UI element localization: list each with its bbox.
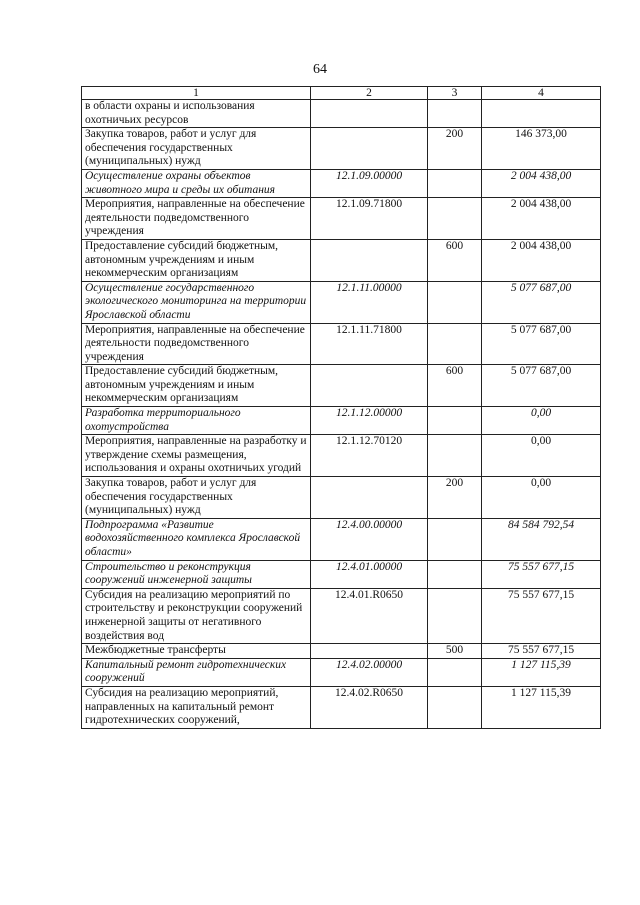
row-amount-cell: 5 077 687,00 <box>482 365 601 407</box>
row-type-cell <box>428 100 482 128</box>
header-cell: 3 <box>428 87 482 100</box>
row-amount-cell: 75 557 677,15 <box>482 644 601 659</box>
row-amount-cell: 5 077 687,00 <box>482 281 601 323</box>
table-row <box>82 128 601 170</box>
row-type-cell <box>428 658 482 686</box>
row-type-cell: 200 <box>428 128 482 170</box>
row-type-cell: 200 <box>428 477 482 519</box>
row-name-cell: Предоставление субсидий бюджетным, автономным учреждениям и иным некоммерческим организациям <box>82 365 311 407</box>
row-code-cell <box>311 128 428 170</box>
table-row <box>82 281 601 323</box>
row-code-cell <box>311 644 428 659</box>
table-row <box>82 518 601 560</box>
row-name-cell: Осуществление охраны объектов животного мира и среды их обитания <box>82 169 311 197</box>
budget-table <box>81 86 601 729</box>
row-amount-cell: 1 127 115,39 <box>482 686 601 728</box>
table-row <box>82 198 601 240</box>
row-name-cell: Капитальный ремонт гидротехнических сооружений <box>82 658 311 686</box>
row-name-cell: Разработка территориального охотустройства <box>82 407 311 435</box>
row-amount-cell: 75 557 677,15 <box>482 588 601 643</box>
row-name-cell: в области охраны и использования охотничьих ресурсов <box>82 100 311 128</box>
row-amount-cell: 1 127 115,39 <box>482 658 601 686</box>
table-row <box>82 435 601 477</box>
row-amount-cell: 75 557 677,15 <box>482 560 601 588</box>
row-amount-cell: 146 373,00 <box>482 128 601 170</box>
row-type-cell <box>428 588 482 643</box>
row-type-cell: 600 <box>428 239 482 281</box>
row-type-cell <box>428 518 482 560</box>
row-code-cell: 12.1.11.00000 <box>311 281 428 323</box>
row-code-cell: 12.1.11.71800 <box>311 323 428 365</box>
header-cell: 4 <box>482 87 601 100</box>
row-name-cell: Предоставление субсидий бюджетным, автономным учреждениям и иным некоммерческим организациям <box>82 239 311 281</box>
row-code-cell: 12.1.09.00000 <box>311 169 428 197</box>
row-name-cell: Мероприятия, направленные на обеспечение деятельности подведомственного учреждения <box>82 198 311 240</box>
row-type-cell: 600 <box>428 365 482 407</box>
row-type-cell <box>428 198 482 240</box>
row-code-cell: 12.1.09.71800 <box>311 198 428 240</box>
row-name-cell: Мероприятия, направленные на обеспечение деятельности подведомственного учреждения <box>82 323 311 365</box>
row-code-cell: 12.4.01.00000 <box>311 560 428 588</box>
row-name-cell: Субсидия на реализацию мероприятий по строительству и реконструкции сооружений инженерной защиты от негативного воздействия вод <box>82 588 311 643</box>
table-row <box>82 407 601 435</box>
row-amount-cell <box>482 100 601 128</box>
row-name-cell: Закупка товаров, работ и услуг для обеспечения государственных (муниципальных) нужд <box>82 477 311 519</box>
row-amount-cell: 0,00 <box>482 435 601 477</box>
row-code-cell: 12.1.12.00000 <box>311 407 428 435</box>
row-amount-cell: 2 004 438,00 <box>482 198 601 240</box>
table-row <box>82 365 601 407</box>
table-row <box>82 477 601 519</box>
row-type-cell: 500 <box>428 644 482 659</box>
table-row <box>82 588 601 643</box>
table-row <box>82 169 601 197</box>
row-code-cell <box>311 477 428 519</box>
table-row <box>82 239 601 281</box>
table-header-row <box>82 87 601 100</box>
page-number: 64 <box>313 62 327 77</box>
row-amount-cell: 0,00 <box>482 477 601 519</box>
row-name-cell: Строительство и реконструкция сооружений инженерной защиты <box>82 560 311 588</box>
row-amount-cell: 84 584 792,54 <box>482 518 601 560</box>
row-amount-cell: 5 077 687,00 <box>482 323 601 365</box>
row-code-cell <box>311 100 428 128</box>
row-name-cell: Осуществление государственного экологического мониторинга на территории Ярославской области <box>82 281 311 323</box>
row-code-cell: 12.4.02.00000 <box>311 658 428 686</box>
table-row <box>82 644 601 659</box>
row-type-cell <box>428 281 482 323</box>
row-amount-cell: 2 004 438,00 <box>482 169 601 197</box>
row-code-cell <box>311 365 428 407</box>
row-code-cell: 12.1.12.70120 <box>311 435 428 477</box>
row-name-cell: Подпрограмма «Развитие водохозяйственного комплекса Ярославской области» <box>82 518 311 560</box>
row-code-cell: 12.4.02.R0650 <box>311 686 428 728</box>
row-type-cell <box>428 169 482 197</box>
header-cell: 1 <box>82 87 311 100</box>
row-type-cell <box>428 407 482 435</box>
table-row <box>82 686 601 728</box>
row-type-cell <box>428 686 482 728</box>
table-row <box>82 323 601 365</box>
row-type-cell <box>428 560 482 588</box>
row-name-cell: Субсидия на реализацию мероприятий, направленных на капитальный ремонт гидротехнических сооружений, <box>82 686 311 728</box>
table-row <box>82 560 601 588</box>
header-cell: 2 <box>311 87 428 100</box>
row-code-cell: 12.4.00.00000 <box>311 518 428 560</box>
row-name-cell: Межбюджетные трансферты <box>82 644 311 659</box>
row-code-cell: 12.4.01.R0650 <box>311 588 428 643</box>
row-name-cell: Мероприятия, направленные на разработку и утверждение схемы размещения, использования и охраны охотничьих угодий <box>82 435 311 477</box>
row-type-cell <box>428 323 482 365</box>
row-code-cell <box>311 239 428 281</box>
row-type-cell <box>428 435 482 477</box>
row-name-cell: Закупка товаров, работ и услуг для обеспечения государственных (муниципальных) нужд <box>82 128 311 170</box>
row-amount-cell: 0,00 <box>482 407 601 435</box>
table-row <box>82 100 601 128</box>
table-row <box>82 658 601 686</box>
row-amount-cell: 2 004 438,00 <box>482 239 601 281</box>
